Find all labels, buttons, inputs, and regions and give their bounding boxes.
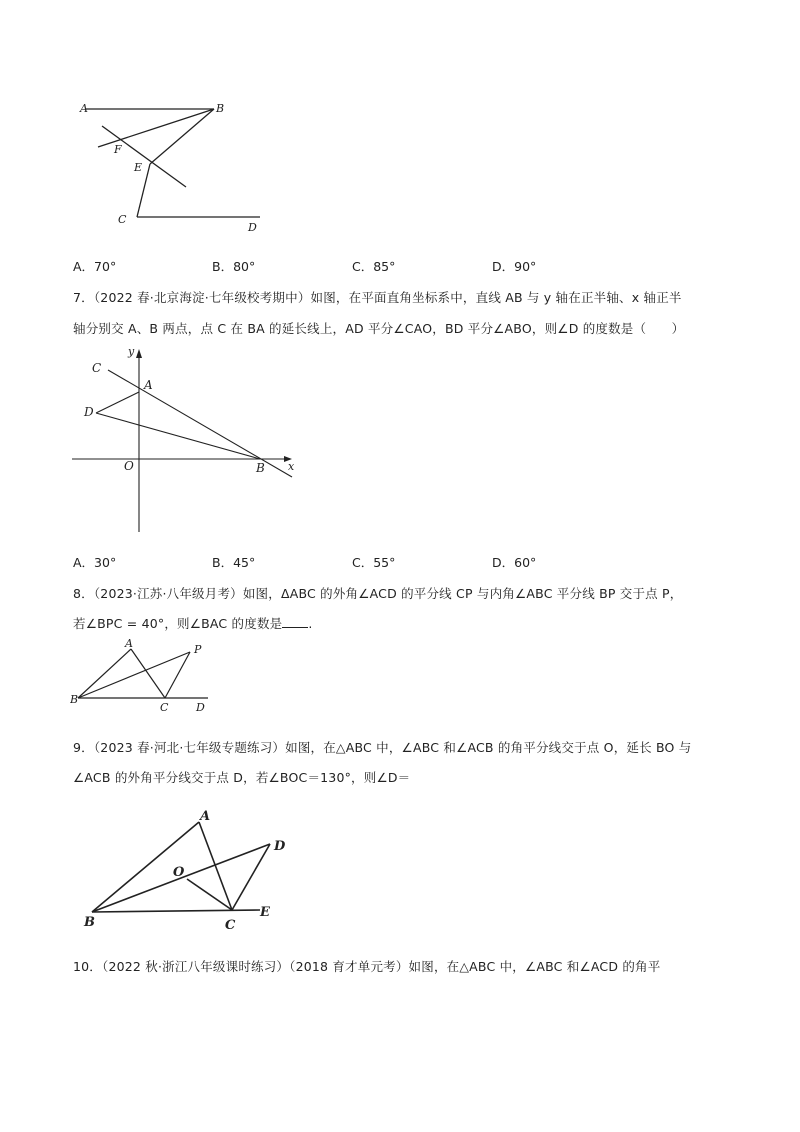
label-c: C bbox=[160, 701, 169, 714]
q7-text-line1: 7．（2022 春·北京海淀·七年级校考期中）如图，在平面直角坐标系中，直线 AB 与 y 轴在正半轴、x 轴正半 bbox=[73, 290, 682, 305]
label-a: A bbox=[200, 809, 211, 824]
q7-text-line2: 轴分别交 A、B 两点，点 C 在 BA 的延长线上，AD 平分∠CAO，BD 平分∠ABO，则∠D 的度数是（ ） bbox=[73, 321, 685, 336]
q6-option-b: B．80° bbox=[212, 259, 256, 274]
q9-text-line2: ∠ACB 的外角平分线交于点 D，若∠BOC＝130°，则∠D＝ bbox=[73, 770, 411, 785]
label-x: x bbox=[288, 460, 295, 473]
label-a: A bbox=[80, 102, 88, 115]
label-y: y bbox=[128, 345, 135, 358]
figure-q6 bbox=[70, 95, 280, 240]
y-axis-arrow-icon bbox=[136, 349, 142, 358]
label-p: P bbox=[194, 643, 202, 656]
figure-q7-coordinate-plane bbox=[70, 340, 310, 540]
q8-text-line1: 8．（2023·江苏·八年级月考）如图，ΔABC 的外角∠ACD 的平分线 CP 与内角∠ABC 平分线 BP 交于点 P， bbox=[73, 586, 683, 601]
q8-period: . bbox=[308, 616, 313, 631]
label-d: D bbox=[274, 839, 286, 854]
label-d: D bbox=[248, 221, 257, 234]
figure-q9 bbox=[80, 805, 310, 935]
label-d: D bbox=[84, 405, 94, 419]
q7-option-c: C．55° bbox=[352, 555, 396, 570]
label-e: E bbox=[260, 905, 270, 920]
segment-da bbox=[96, 392, 139, 413]
segment-ac bbox=[199, 822, 232, 910]
label-c: C bbox=[225, 918, 236, 933]
label-f: F bbox=[114, 143, 122, 156]
label-d: D bbox=[196, 701, 205, 714]
q7-option-d: D．60° bbox=[492, 555, 537, 570]
segment-bf bbox=[98, 109, 214, 147]
segment-be bbox=[150, 109, 214, 164]
segment-bp bbox=[78, 652, 190, 698]
q9-text-line1: 9．（2023 春·河北·七年级专题练习）如图，在△ABC 中，∠ABC 和∠ACB 的角平分线交于点 O，延长 BO 与 bbox=[73, 740, 692, 755]
figure-q8 bbox=[70, 635, 220, 715]
segment-oc bbox=[187, 879, 232, 910]
q6-option-d: D．90° bbox=[492, 259, 537, 274]
q6-option-c: C．85° bbox=[352, 259, 396, 274]
segment-fe-extended bbox=[102, 126, 186, 187]
q7-option-a: A．30° bbox=[73, 555, 117, 570]
label-b: B bbox=[84, 915, 95, 930]
label-a: A bbox=[144, 378, 153, 392]
label-b: B bbox=[256, 461, 265, 475]
q6-option-a: A．70° bbox=[73, 259, 117, 274]
label-b: B bbox=[70, 693, 79, 706]
answer-blank bbox=[282, 615, 308, 628]
q7-option-b: B．45° bbox=[212, 555, 256, 570]
q8-text-line2 bbox=[73, 614, 313, 632]
q10-text-line1: 10．（2022 秋·浙江八年级课时练习）（2018 育才单元考）如图，在△ABC 中，∠ABC 和∠ACD 的角平 bbox=[73, 959, 661, 974]
label-o: O bbox=[124, 459, 134, 473]
segment-cp bbox=[165, 652, 190, 698]
label-a: A bbox=[125, 637, 133, 650]
label-b: B bbox=[216, 102, 225, 115]
label-c: C bbox=[118, 213, 127, 226]
segment-ba bbox=[78, 649, 131, 698]
label-c: C bbox=[92, 361, 102, 375]
label-e: E bbox=[134, 161, 143, 174]
segment-db bbox=[96, 413, 260, 459]
ray-be bbox=[92, 910, 260, 912]
q8-question-text: 若∠BPC = 40°，则∠BAC 的度数是 bbox=[73, 616, 283, 631]
label-o: O bbox=[173, 865, 185, 880]
segment-cd bbox=[232, 844, 270, 910]
